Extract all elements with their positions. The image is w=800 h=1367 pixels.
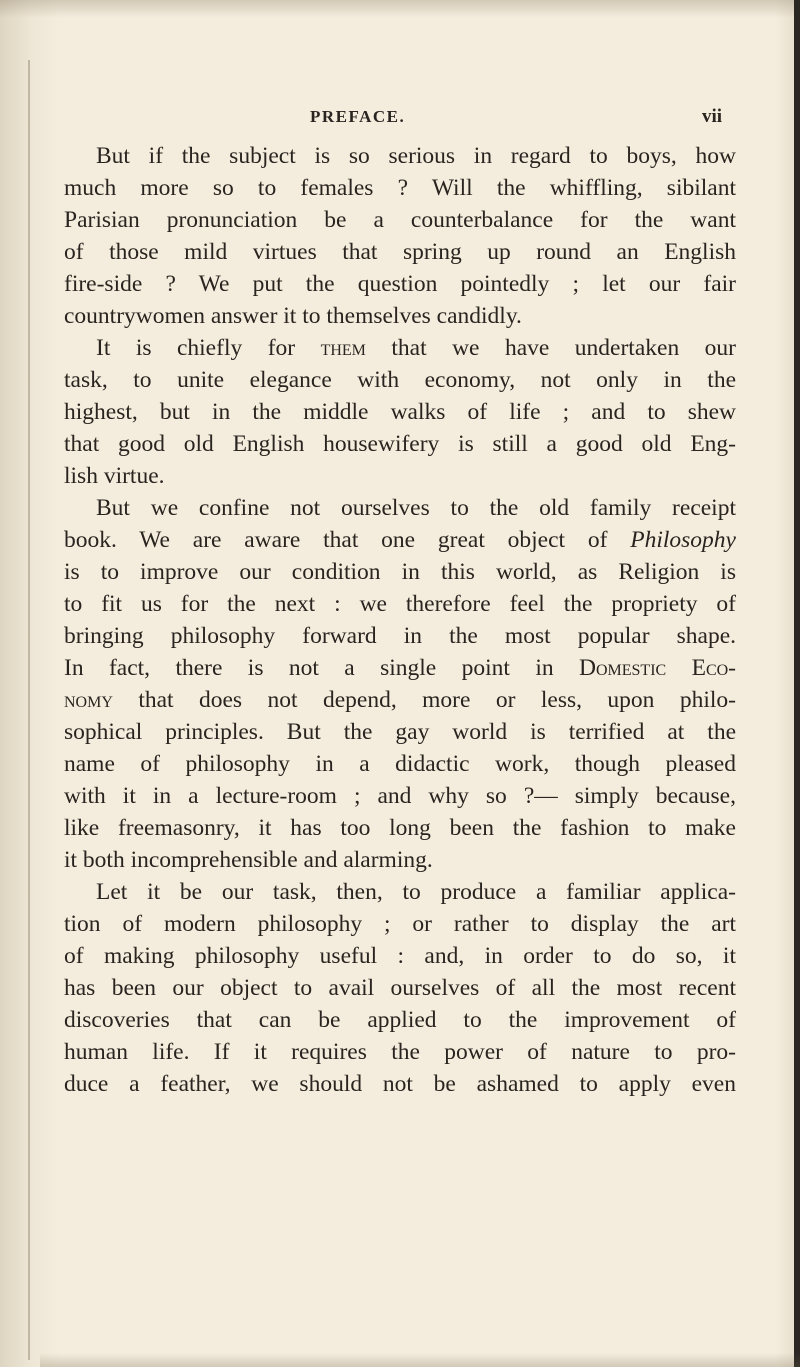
- text-line: discoveries that can be applied to the improvement of: [64, 1007, 736, 1033]
- text-line: of making philosophy useful : and, in order to do so, it: [64, 943, 736, 969]
- text-line: that good old English housewifery is still a good old Eng-: [64, 431, 736, 457]
- paragraph-2: [64, 332, 736, 492]
- text-line: human life. If it requires the power of nature to pro-: [64, 1039, 736, 1065]
- text-line: task, to unite elegance with economy, not only in the: [64, 367, 736, 393]
- text-line: But if the subject is so serious in regard to boys, how: [96, 143, 736, 169]
- styled-phrase: Philosophy: [630, 527, 736, 553]
- page-spine-edge: [28, 60, 30, 1360]
- paragraph-3: [64, 492, 736, 876]
- text-line: much more so to females ? Will the whiffling, sibilant: [64, 175, 736, 201]
- page-top-shade: [0, 0, 800, 18]
- text-line: it both incomprehensible and alarming.: [64, 847, 433, 873]
- page-bottom-shade: [40, 1353, 800, 1367]
- text-line: to fit us for the next : we therefore feel the propriety of: [64, 591, 736, 617]
- styled-phrase: them: [320, 335, 366, 361]
- text-line: sophical principles. But the gay world is terrified at the: [64, 719, 736, 745]
- text-line: duce a feather, we should not be ashamed to apply even: [64, 1071, 736, 1097]
- text-line: with it in a lecture-room ; and why so ?— simply because,: [64, 783, 736, 809]
- body-text: [64, 140, 736, 1100]
- text-line-with-small-caps: nomy that does not depend, more or less, upon philo-: [64, 687, 736, 713]
- page-right-edge: [794, 0, 800, 1367]
- styled-phrase: Domestic Eco-: [579, 655, 736, 681]
- paragraph-1: [64, 140, 736, 332]
- text-line: tion of modern philosophy ; or rather to display the art: [64, 911, 736, 937]
- text-line: of those mild virtues that spring up round an English: [64, 239, 736, 265]
- text-line-with-italic: book. We are aware that one great object of Philosophy: [64, 527, 736, 553]
- text-line: highest, but in the middle walks of life ; and to shew: [64, 399, 736, 425]
- text-line: Parisian pronunciation be a counterbalance for the want: [64, 207, 736, 233]
- text-line: Let it be our task, then, to produce a familiar applica-: [96, 879, 736, 905]
- paragraph-4: [64, 876, 736, 1100]
- text-line: has been our object to avail ourselves of all the most recent: [64, 975, 736, 1001]
- running-head: PREFACE.: [310, 107, 406, 126]
- text-line: is to improve our condition in this world, as Religion is: [64, 559, 736, 585]
- text-line: name of philosophy in a didactic work, though pleased: [64, 751, 736, 777]
- text-line: countrywomen answer it to themselves candidly.: [64, 303, 522, 329]
- text-line: lish virtue.: [64, 463, 165, 489]
- page-number: vii: [702, 106, 723, 127]
- text-line: bringing philosophy forward in the most popular shape.: [64, 623, 736, 649]
- styled-phrase: nomy: [64, 687, 113, 713]
- text-line-with-small-caps: In fact, there is not a single point in Domestic Eco-: [64, 655, 736, 681]
- text-line-with-emphasis: It is chiefly for them that we have undertaken our: [96, 335, 736, 361]
- text-line: But we confine not ourselves to the old family receipt: [96, 495, 736, 521]
- text-line: fire-side ? We put the question pointedly ; let our fair: [64, 271, 736, 297]
- text-line: like freemasonry, it has too long been the fashion to make: [64, 815, 736, 841]
